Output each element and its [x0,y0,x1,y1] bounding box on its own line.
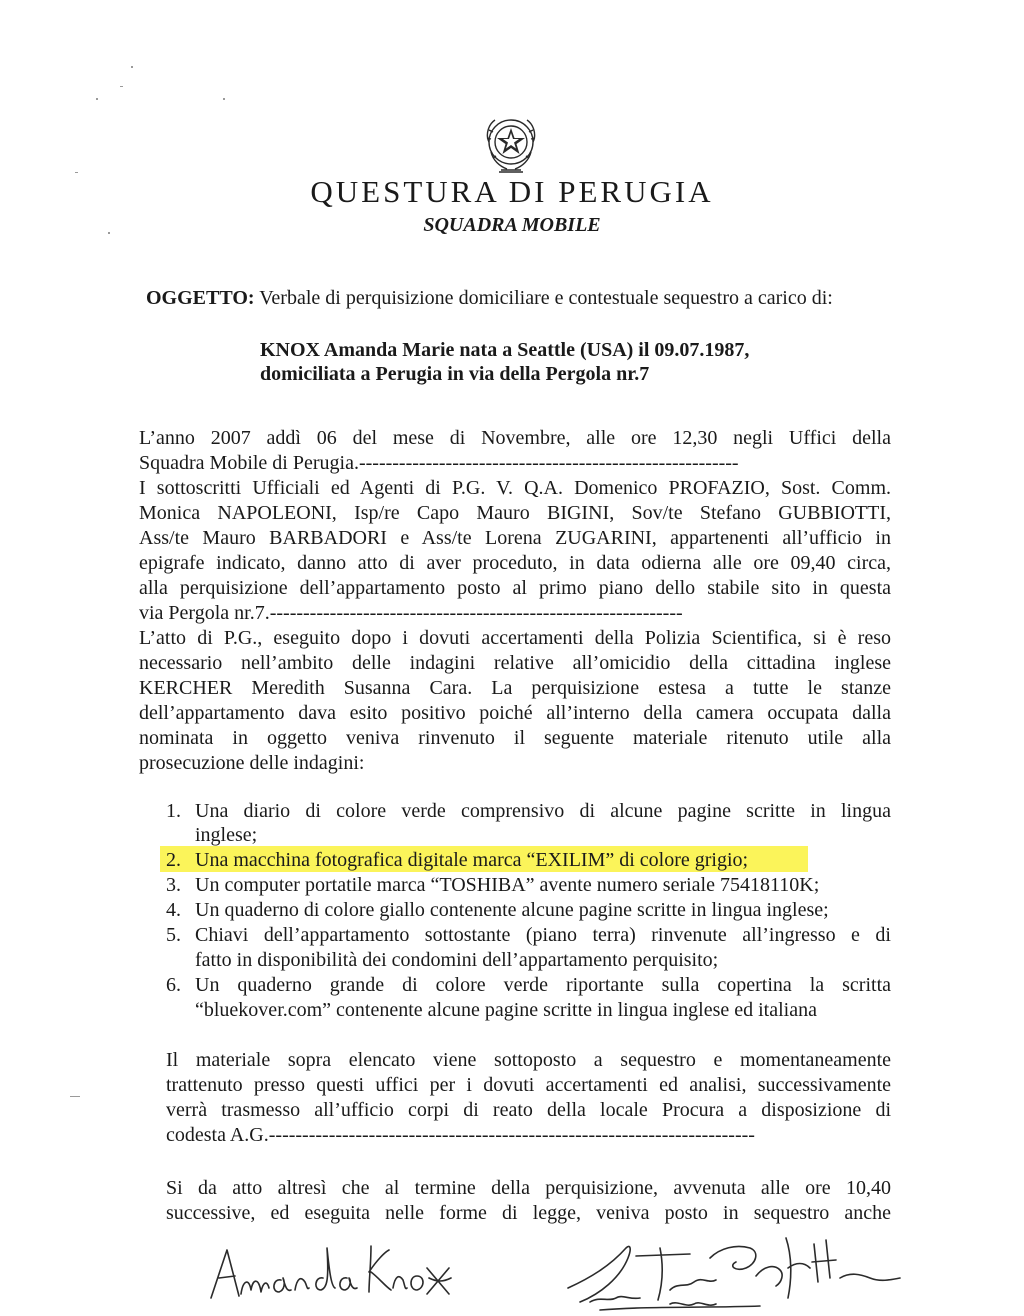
list-item-text: Una diario di colore verde comprensivo di alcune pagine scritte in lingua [195,800,891,822]
closing-line: Il materiale sopra elencato viene sottoposto a sequestro e momentaneamente [166,1049,891,1071]
list-item-text: Un quaderno di colore giallo contenente alcune pagine scritte in lingua inglese; [195,899,829,921]
body-line: prosecuzione delle indagini: [139,752,365,774]
closing-line: Si da atto altresì che al termine della perquisizione, avvenuta alle ore 10,40 [166,1177,891,1199]
list-item-number: 4. [166,899,181,921]
list-item-text: inglese; [195,824,258,846]
closing-line: verrà trasmesso all’ufficio corpi di reato della locale Procura a disposizione di [166,1099,891,1121]
body-line: I sottoscritti Ufficiali ed Agenti di P.G. V. Q.A. Domenico PROFAZIO, Sost. Comm. [139,477,891,499]
subject-label: OGGETTO: [146,287,255,309]
body-line: Squadra Mobile di Perugia.--------------------------------------------------------- [139,452,739,474]
list-item-text: “bluekover.com” contenente alcune pagine scritte in lingua inglese ed italiana [195,999,817,1021]
body-line: L’atto di P.G., eseguito dopo i dovuti accertamenti della Polizia Scientifica, si è reso [139,627,891,649]
scan-speck [131,66,133,68]
emblem-icon [481,112,541,176]
subject-person-line: KNOX Amanda Marie nata a Seattle (USA) il 09.07.1987, [260,339,750,361]
subject-text: Verbale di perquisizione domiciliare e contestuale sequestro a carico di: [259,287,833,309]
org-name: QUESTURA DI PERUGIA [310,174,714,209]
dept-name: SQUADRA MOBILE [423,214,601,236]
body-line: via Pergola nr.7.-------------------------------------------------------------- [139,602,683,624]
list-item-number: 2. [166,849,181,871]
officers-signatures [560,1218,920,1314]
scan-speck [223,98,225,100]
body-line: epigrafe indicato, danno atto di aver proceduto, in data odierna alle ore 09,40 circa, [139,552,891,574]
scan-speck [75,172,78,173]
closing-line: trattenuto presso questi uffici per i dovuti accertamenti ed analisi, successivamente [166,1074,891,1096]
list-item-text: Un computer portatile marca “TOSHIBA” avente numero seriale 75418110K; [195,874,820,896]
body-line: L’anno 2007 addì 06 del mese di Novembre, alle ore 12,30 negli Uffici della [139,427,891,449]
list-item-text: Una macchina fotografica digitale marca “EXILIM” di colore grigio; [195,849,749,871]
list-item-text: Chiavi dell’appartamento sottostante (piano terra) rinvenute all’ingresso e di [195,924,891,946]
closing-line: successive, ed eseguita nelle forme di legge, veniva posto in sequestro anche [166,1202,891,1224]
list-item-number: 5. [166,924,181,946]
list-item-text: Un quaderno grande di colore verde riportante sulla copertina la scritta [195,974,891,996]
scan-speck [120,86,123,87]
list-item-number: 6. [166,974,181,996]
amanda-knox-signature [205,1228,455,1308]
subject-line [146,285,833,311]
body-line: Monica NAPOLEONI, Isp/re Capo Mauro BIGINI, Sov/te Stefano GUBBIOTTI, [139,502,891,524]
body-line: Ass/te Mauro BARBADORI e Ass/te Lorena ZUGARINI, appartenenti all’ufficio in [139,527,891,549]
list-item-text: fatto in disponibilità dei condomini dell’appartamento perquisito; [195,949,719,971]
list-item-number: 1. [166,800,181,822]
scan-speck [70,1096,80,1097]
body-line: dell’appartamento dava esito positivo poiché all’interno della camera occupata dalla [139,702,891,724]
body-line: necessario nell’ambito delle indagini relative all’omicidio della cittadina inglese [139,652,891,674]
list-item-number: 3. [166,874,181,896]
body-line: KERCHER Meredith Susanna Cara. La perquisizione estesa a tutte le stanze [139,677,891,699]
body-line: nominata in oggetto veniva rinvenuto il seguente materiale ritenuto utile alla [139,727,891,749]
closing-line: codesta A.G.------------------------------------------------------------------------- [166,1124,755,1146]
body-line: alla perquisizione dell’appartamento posto al primo piano dello stabile sito in questa [139,577,891,599]
scan-speck [96,98,98,100]
subject-address-line: domiciliata a Perugia in via della Pergola nr.7 [260,363,650,385]
